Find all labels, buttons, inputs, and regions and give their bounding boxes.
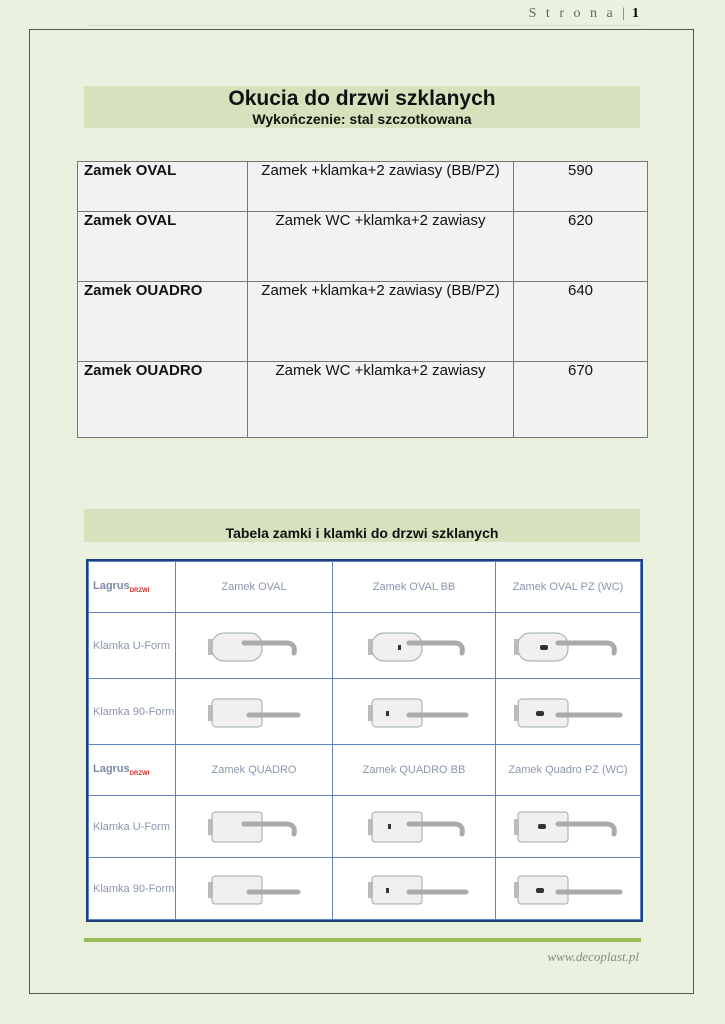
handle-image xyxy=(176,796,333,858)
handle-image xyxy=(333,796,496,858)
price-table xyxy=(77,161,648,438)
catalog-column-header: Zamek OVAL xyxy=(176,562,333,613)
page-number: 1 xyxy=(632,6,639,21)
handle-image xyxy=(496,679,641,745)
catalog-row xyxy=(89,679,641,745)
brand-logo xyxy=(89,562,176,613)
brand-name: Lagrus xyxy=(93,579,130,592)
catalog-row-label: Klamka U-Form xyxy=(89,796,176,858)
title-band xyxy=(84,86,640,128)
product-price: 590 xyxy=(514,162,648,212)
header-rule xyxy=(88,25,641,26)
handle-image xyxy=(496,796,641,858)
product-description: Zamek WC +klamka+2 zawiasy xyxy=(248,362,514,438)
section-title-band xyxy=(84,509,640,542)
catalog-header-row xyxy=(89,745,641,796)
handle-image xyxy=(333,679,496,745)
handle-image xyxy=(496,613,641,679)
footer-rule xyxy=(84,938,641,942)
table-row xyxy=(78,362,648,438)
catalog-grid xyxy=(88,561,641,920)
footer-url: www.decoplast.pl xyxy=(547,949,639,964)
table-row xyxy=(78,162,648,212)
handle-image xyxy=(333,858,496,920)
product-description: Zamek +klamka+2 zawiasy (BB/PZ) xyxy=(248,282,514,362)
brand-sub: DRZWI xyxy=(129,588,150,595)
catalog-column-header: Zamek QUADRO BB xyxy=(333,745,496,796)
catalog-column-header: Zamek OVAL BB xyxy=(333,562,496,613)
page-subtitle: Wykończenie: stal szczotkowana xyxy=(252,111,472,127)
page-header xyxy=(529,6,639,22)
handle-image xyxy=(176,858,333,920)
handle-image xyxy=(333,613,496,679)
catalog-header-row xyxy=(89,562,641,613)
catalog-row xyxy=(89,796,641,858)
catalog-row-label: Klamka U-Form xyxy=(89,613,176,679)
table-row xyxy=(78,212,648,282)
catalog-row-label: Klamka 90-Form xyxy=(89,679,176,745)
product-description: Zamek +klamka+2 zawiasy (BB/PZ) xyxy=(248,162,514,212)
brand-sub: DRZWI xyxy=(129,771,150,778)
product-price: 670 xyxy=(514,362,648,438)
handle-image xyxy=(176,613,333,679)
page-label: S t r o n a | xyxy=(528,6,628,21)
product-name: Zamek OUADRO xyxy=(78,362,248,438)
table-row xyxy=(78,282,648,362)
product-name: Zamek OVAL xyxy=(78,212,248,282)
brand-name: Lagrus xyxy=(93,762,130,775)
page-title: Okucia do drzwi szklanych xyxy=(228,87,496,110)
product-price: 620 xyxy=(514,212,648,282)
product-price: 640 xyxy=(514,282,648,362)
handle-image xyxy=(496,858,641,920)
catalog-column-header: Zamek Quadro PZ (WC) xyxy=(496,745,641,796)
catalog-row xyxy=(89,613,641,679)
product-name: Zamek OVAL xyxy=(78,162,248,212)
catalog-image xyxy=(86,559,643,922)
catalog-column-header: Zamek QUADRO xyxy=(176,745,333,796)
handle-image xyxy=(176,679,333,745)
brand-logo xyxy=(89,745,176,796)
product-description: Zamek WC +klamka+2 zawiasy xyxy=(248,212,514,282)
catalog-row-label: Klamka 90-Form xyxy=(89,858,176,920)
catalog-row xyxy=(89,858,641,920)
product-name: Zamek OUADRO xyxy=(78,282,248,362)
catalog-column-header: Zamek OVAL PZ (WC) xyxy=(496,562,641,613)
section-title: Tabela zamki i klamki do drzwi szklanych xyxy=(225,525,499,541)
